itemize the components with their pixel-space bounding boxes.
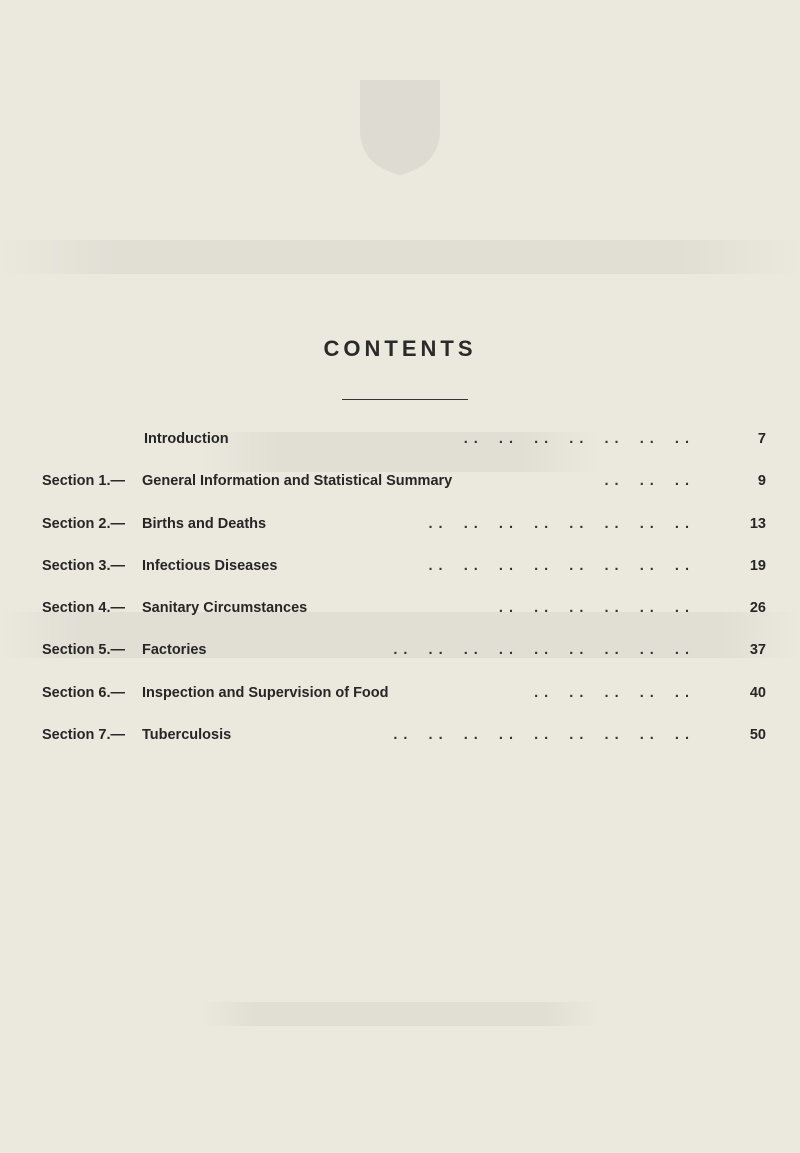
toc-leader: . . . . . . . . . . . . . . . . (428, 557, 690, 574)
toc-entry-title: Births and Deaths (142, 515, 267, 532)
toc-page-number: 19 (749, 557, 766, 574)
toc-entry-title: Introduction (144, 431, 229, 447)
toc-entry-title: Inspection and Supervision of Food (142, 684, 389, 701)
page-title: CONTENTS (323, 336, 477, 361)
toc-section-prefix: Section 6.— (42, 684, 125, 701)
toc-page-number: 37 (749, 642, 766, 659)
toc-leader: . . . . . . . . . . (534, 684, 690, 701)
toc-entry-title: Infectious Diseases (142, 557, 278, 574)
toc-section-prefix: Section 4.— (42, 600, 125, 617)
toc-entry[interactable] (42, 680, 770, 706)
toc-entry[interactable] (42, 511, 770, 537)
toc-leader: . . . . . . . . . . . . . . . . . . (393, 642, 690, 659)
toc-section-prefix: Section 3.— (42, 557, 125, 574)
toc-entry-title: Sanitary Circumstances (142, 600, 308, 617)
toc-leader: . . . . . . (604, 473, 690, 490)
toc-entry-title: Tuberculosis (142, 727, 232, 744)
toc-page-number: 50 (749, 727, 766, 744)
toc-leader: . . . . . . . . . . . . . . . . . . (393, 727, 690, 744)
toc-entry[interactable] (42, 595, 770, 621)
toc-entry[interactable] (42, 722, 770, 748)
toc-leader: . . . . . . . . . . . . . . . . (428, 515, 690, 532)
toc-page-number: 40 (749, 684, 766, 701)
toc-entry-title: Factories (142, 642, 207, 659)
show-through-band (0, 240, 800, 274)
table-of-contents (42, 426, 770, 764)
toc-entry[interactable] (42, 553, 770, 579)
toc-entry[interactable] (42, 468, 770, 494)
toc-page-number: 13 (749, 515, 766, 532)
show-through-crest-icon (340, 60, 460, 180)
toc-leader: . . . . . . . . . . . . (498, 600, 690, 617)
show-through-band (0, 1002, 800, 1026)
toc-section-prefix: Section 1.— (42, 473, 125, 490)
toc-leader: . . . . . . . . . . . . . . (463, 431, 690, 447)
toc-entry[interactable] (42, 426, 770, 452)
toc-entry-title: General Information and Statistical Summary (142, 473, 453, 490)
toc-section-prefix: Section 2.— (42, 515, 125, 532)
title-rule (342, 399, 468, 400)
toc-entry[interactable] (42, 637, 770, 663)
toc-page-number: 9 (757, 473, 766, 490)
toc-section-prefix: Section 7.— (42, 727, 125, 744)
toc-section-prefix: Section 5.— (42, 642, 125, 659)
toc-page-number: 26 (749, 600, 766, 617)
toc-page-number: 7 (757, 431, 766, 447)
